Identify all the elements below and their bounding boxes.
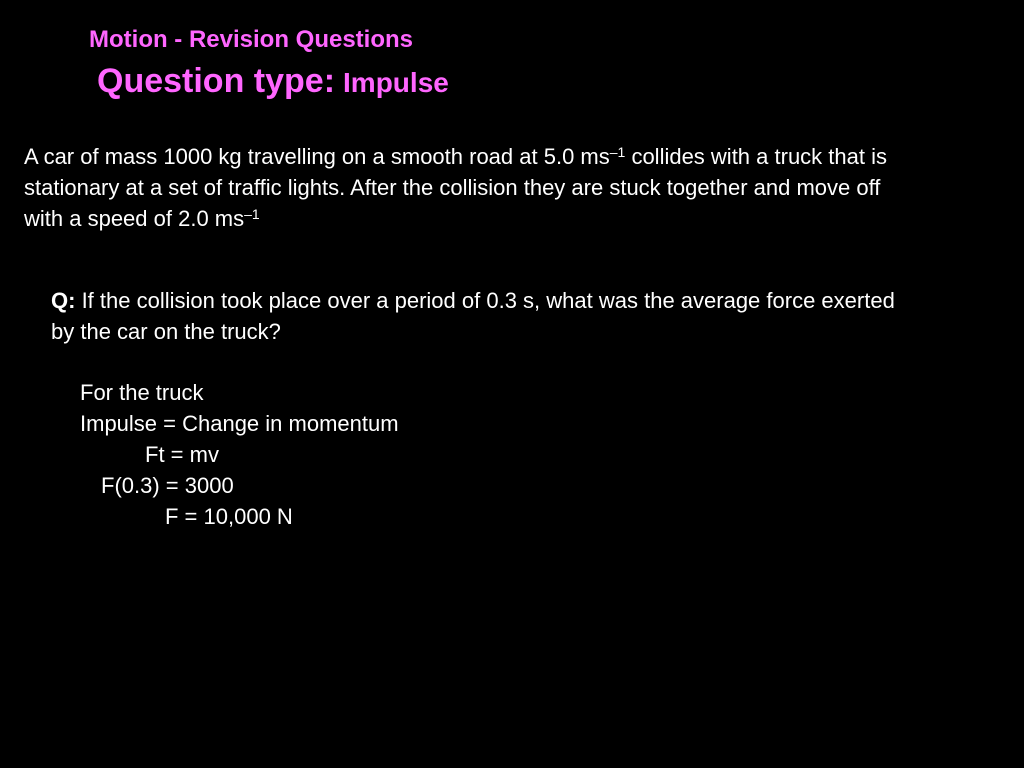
unit-exponent-1: –1 [609,144,626,160]
problem-text-part1: A car of mass 1000 kg travelling on a smooth road at 5.0 ms [24,144,610,169]
working-line-1: For the truck [80,380,204,405]
working-line-5: F = 10,000 N [165,504,293,529]
problem-text-part2: collides with a truck that is stationary at a set of traffic lights. After the collision they are stuck together and move off with a speed of 2.0 ms [24,144,887,231]
question-label: Q: [51,288,76,313]
title-prefix: Question type: [97,62,336,100]
unit-exponent-2: –1 [244,206,260,222]
question-block [51,285,901,347]
working-line-4: F(0.3) = 3000 [101,473,234,498]
slide-title [97,62,449,101]
working-line-3: Ft = mv [145,442,219,467]
slide-subtitle: Motion - Revision Questions [89,26,414,53]
title-topic: Impulse [343,67,449,98]
question-text: If the collision took place over a period of 0.3 s, what was the average force exerted by the car on the truck? [51,288,895,344]
working-line-2: Impulse = Change in momentum [80,411,399,436]
problem-statement [24,141,924,234]
